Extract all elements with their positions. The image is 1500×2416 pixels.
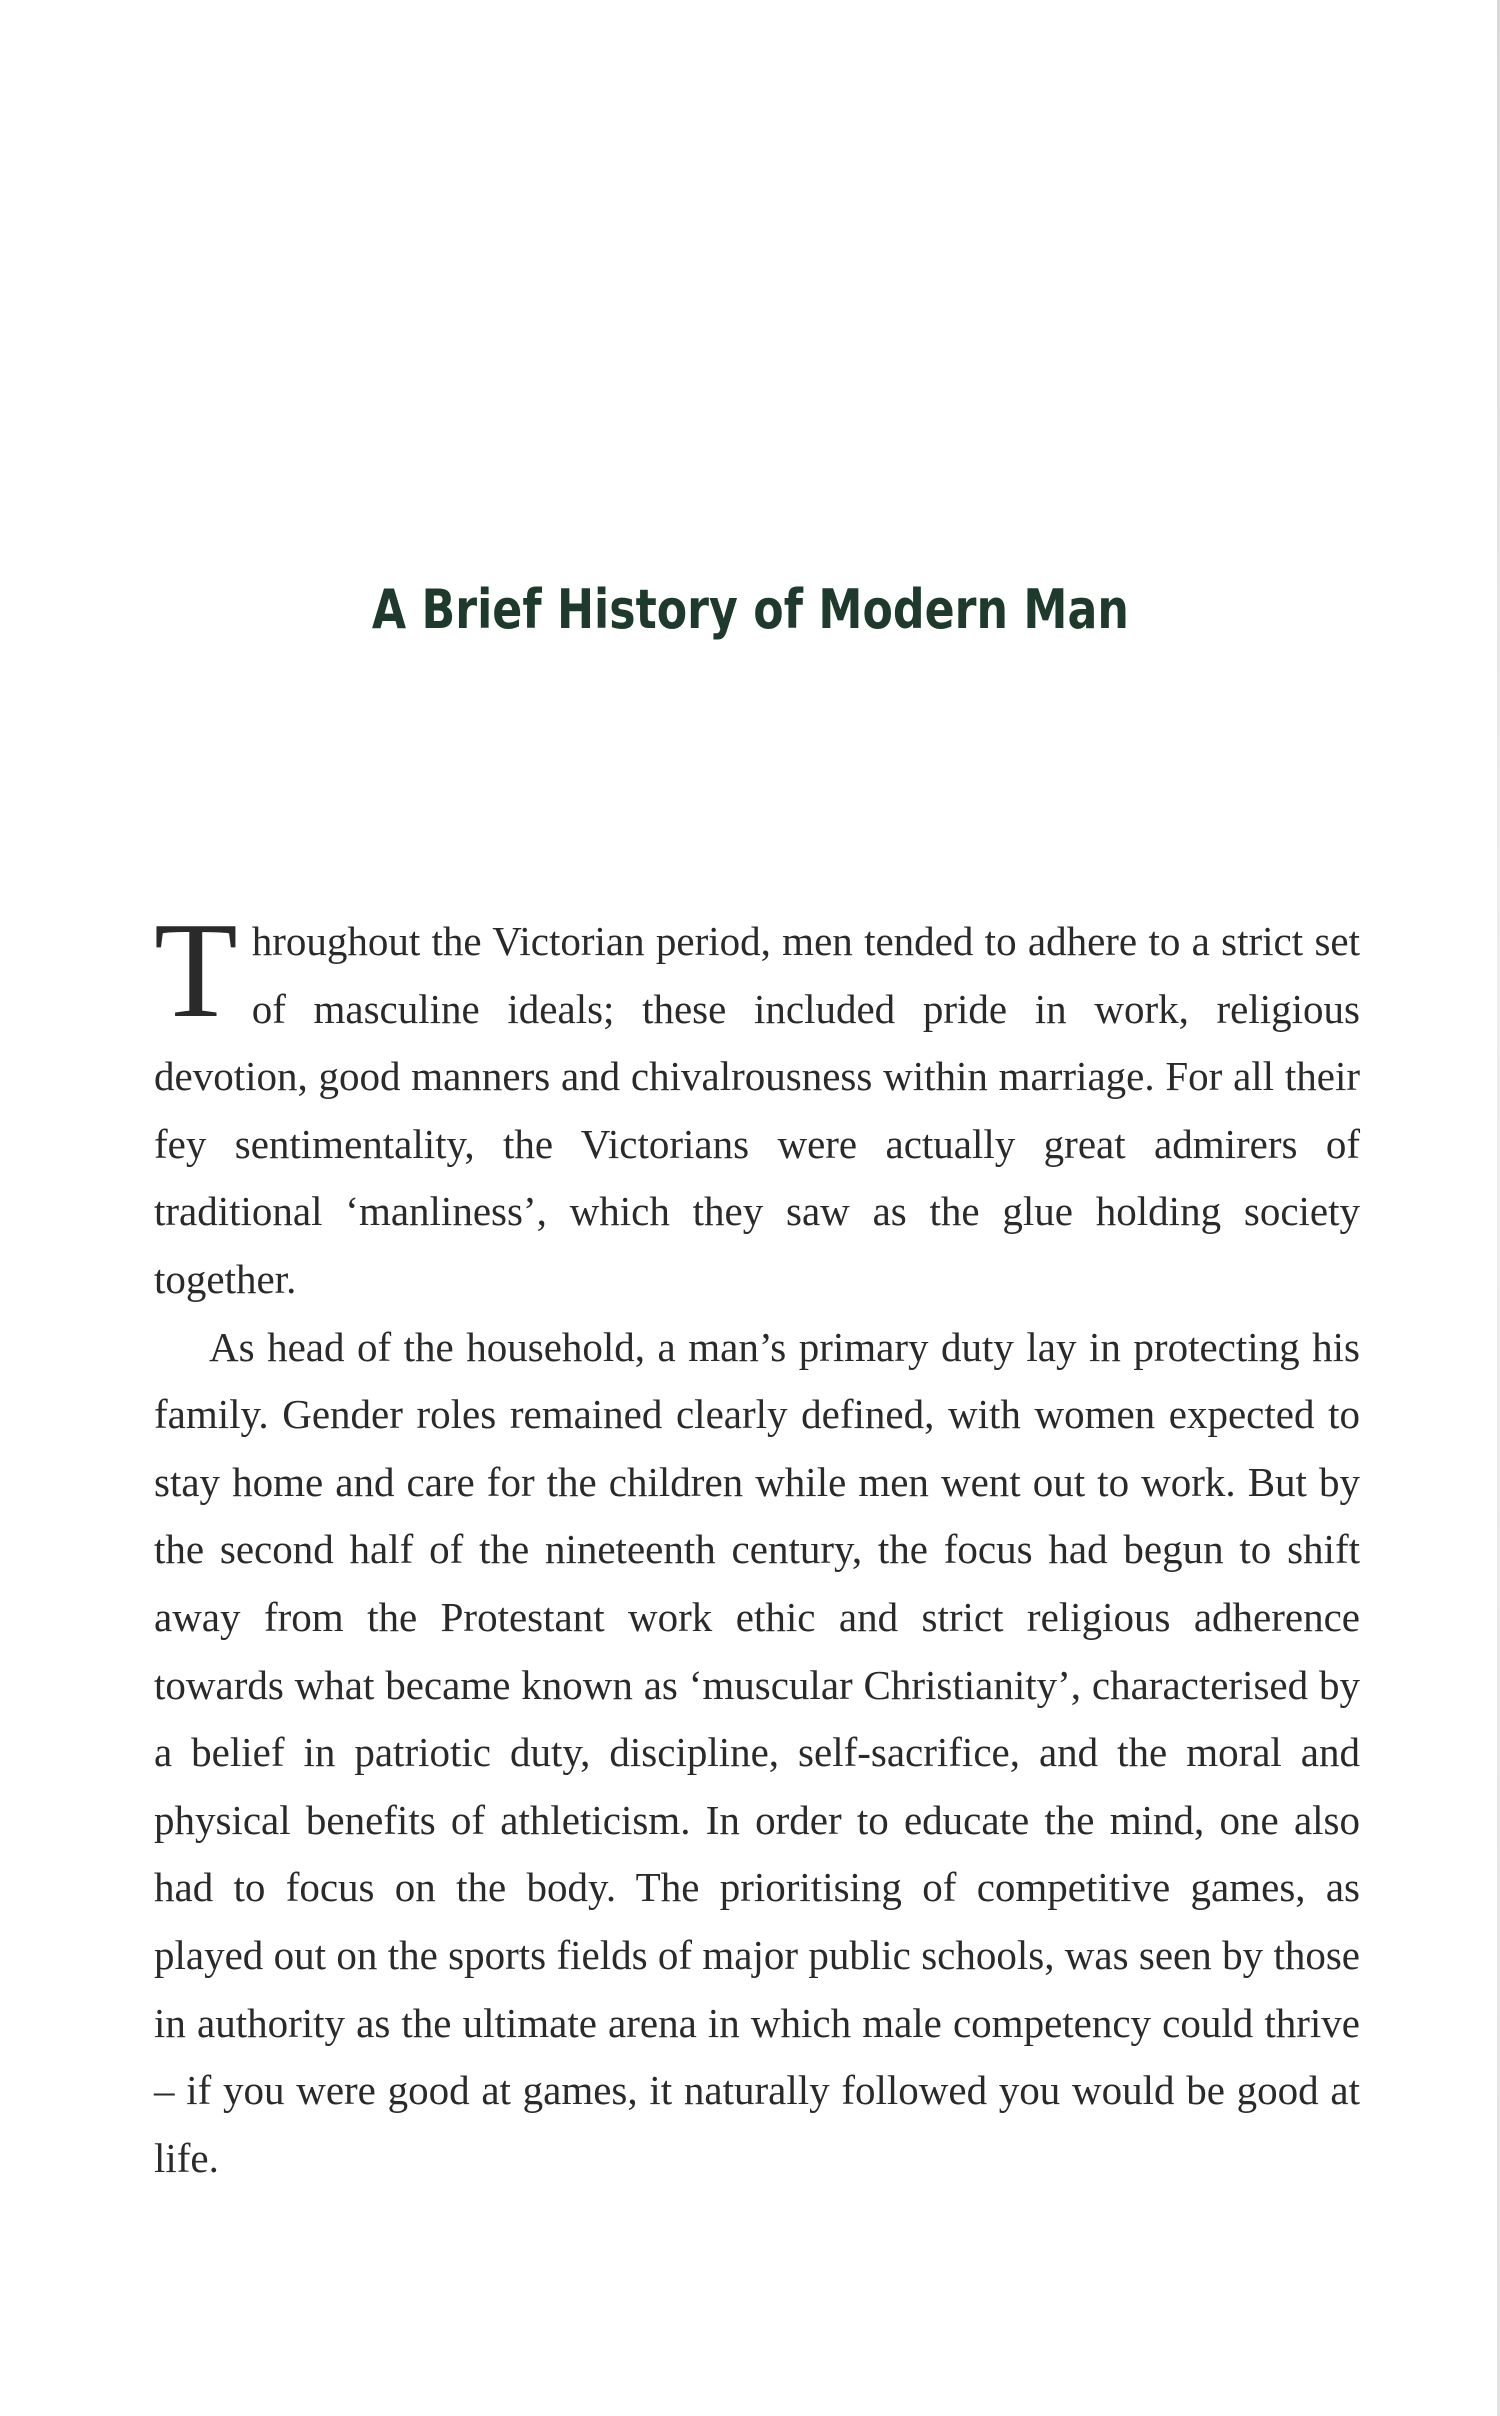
drop-cap: T: [154, 894, 238, 1046]
paragraph-1: [154, 894, 1360, 1314]
paragraph-2: As head of the household, a man’s primary duty lay in protecting his family. Gender roles remained clearly defined, with women expected to stay home and care for the children while men went out to work. But by the second half of the nineteenth century, the focus had begun to shift away from the Protestant work ethic and strict religious adherence towards what became known as ‘muscular Christianity’, characterised by a belief in patriotic duty, discipline, self-sacrifice, and the moral and physical benefits of athleticism. In order to educate the mind, one also had to focus on the body. The prioritising of competitive games, as played out on the sports fields of major public schools, was seen by those in authority as the ultimate arena in which male competency could thrive – if you were good at games, it naturally followed you would be good at life.: [154, 1323, 1360, 2181]
paragraph-1-text: hroughout the Victorian period, men tended to adhere to a strict set of masculine ideals; these included pride in work, religious devotion, good manners and chivalrousness within marriage. For all their fey sentimentality, the Victorians were actually great admirers of traditional ‘manliness’, which they saw as the glue holding society together.: [154, 918, 1360, 1302]
body-text: [154, 894, 1360, 2192]
chapter-title: A Brief History of Modern Man: [371, 578, 1129, 641]
